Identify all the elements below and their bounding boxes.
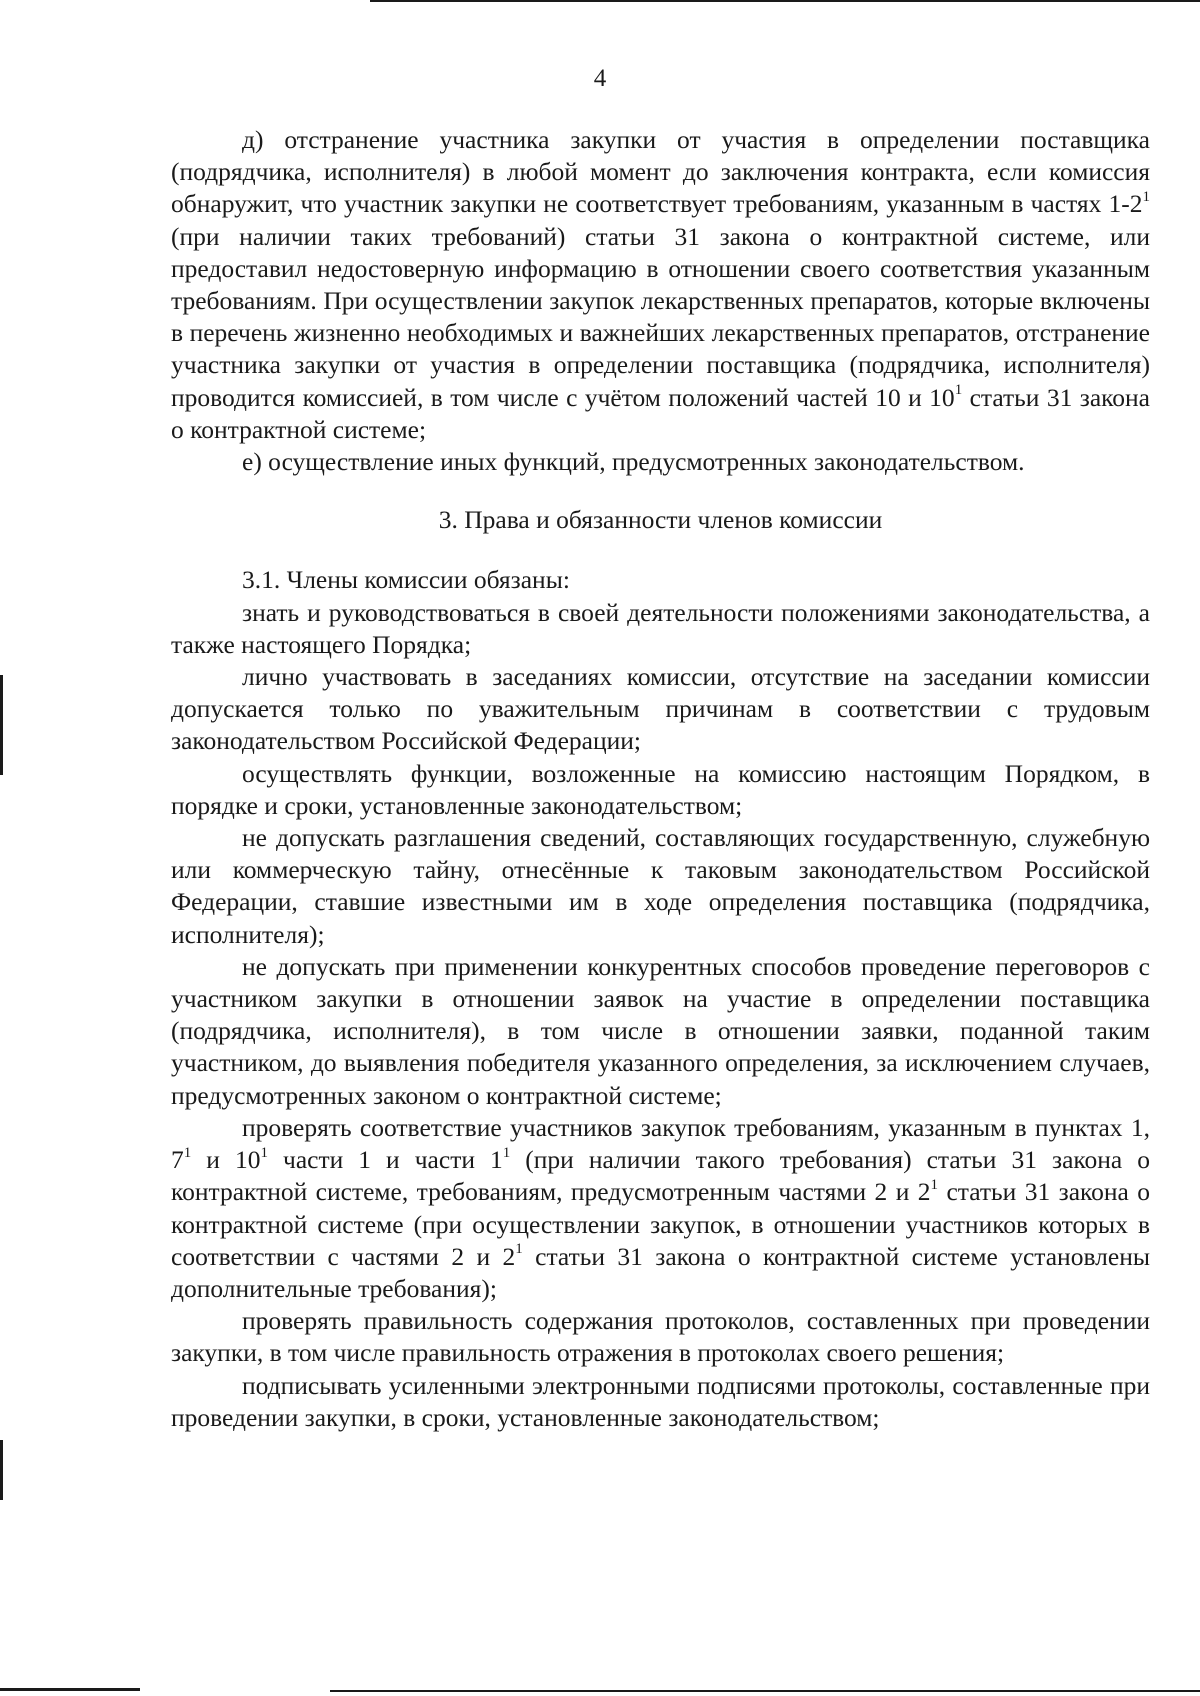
paragraph-d: д) отстранение участника закупки от участия в определении поставщика (подрядчика, исполнителя) в любой момент до заключения контракта, если комиссия обнаружит, что участник закупки не соответствует требованиям, указанным в частях $1-2^1$ (при наличии таких требований) статьи 31 закона о контрактной системе, или предоставил недостоверную информацию в отношении своего соответствия указанным требованиям. При осуществлении закупок лекарственных препаратов, которые включены в перечень жизненно необходимых и важнейших лекарственных препаратов, отстранение участника закупки от участия в определении поставщика (подрядчика, исполнителя) проводится комиссией, в том числе с учётом положений частей 10 и $10^1$ статьи 31 закона о контрактной системе; <box>171 125 1150 444</box>
document-body <box>171 124 1150 1434</box>
paragraph-e: е) осуществление иных функций, предусмотренных законодательством. <box>242 447 1025 477</box>
scan-edge-bottom-right <box>330 1690 1200 1692</box>
paragraph-know-law: знать и руководствоваться в своей деятельности положениями законодательства, а также настоящего Порядка; <box>171 597 1150 659</box>
paragraph-sign-protocols: подписывать усиленными электронными подписями протоколы, составленные при проведении закупки, в сроки, установленные законодательством; <box>171 1370 1150 1432</box>
paragraph-3-1: 3.1. Члены комиссии обязаны: <box>242 565 570 595</box>
paragraph-no-disclosure: не допускать разглашения сведений, составляющих государственную, служебную или коммерческую тайну, отнесённые к таковым законодательством Российской Федерации, ставшие известными им в ходе определения поставщика (подрядчика, исполнителя); <box>171 823 1150 949</box>
paragraph-perform-functions: осуществлять функции, возложенные на комиссию настоящим Порядком, в порядке и сроки, установленные законодательством; <box>171 758 1150 820</box>
paragraph-attend-meetings: лично участвовать в заседаниях комиссии, отсутствие на заседании комиссии допускается только по уважительным причинам в соответствии с трудовым законодательством Российской Федерации; <box>171 662 1150 756</box>
section-heading: 3. Права и обязанности членов комиссии <box>438 505 883 535</box>
scan-edge-top <box>370 0 1200 2</box>
paragraph-verify-protocols: проверять правильность содержания протоколов, составленных при проведении закупки, в том числе правильность отражения в протоколах своего решения; <box>171 1306 1150 1368</box>
scan-edge-left-1 <box>0 675 3 775</box>
paragraph-no-negotiations: не допускать при применении конкурентных способов проведение переговоров с участником закупки в отношении заявок на участие в определении поставщика (подрядчика, исполнителя), в том числе в отношении заявки, поданной таким участником, до выявления победителя указанного определения, за исключением случаев, предусмотренных законом о контрактной системе; <box>171 951 1150 1110</box>
paragraph-check-compliance: проверять соответствие участников закупок требованиям, указанным в пунктах 1, $7^1$ и $10^1$ части 1 и части $1^1$ (при наличии такого требования) статьи 31 закона о контрактной системе, требованиям, предусмотренным частями 2 и $2^1$ статьи 31 закона о контрактной системе (при осуществлении закупок, в отношении участников которых в соответствии с частями 2 и $2^1$ статьи 31 закона о контрактной системе установлены дополнительные требования); <box>171 1112 1150 1303</box>
scan-edge-bottom-left <box>0 1688 140 1691</box>
page-number: 4 <box>593 65 607 92</box>
scan-edge-left-2 <box>0 1440 3 1500</box>
